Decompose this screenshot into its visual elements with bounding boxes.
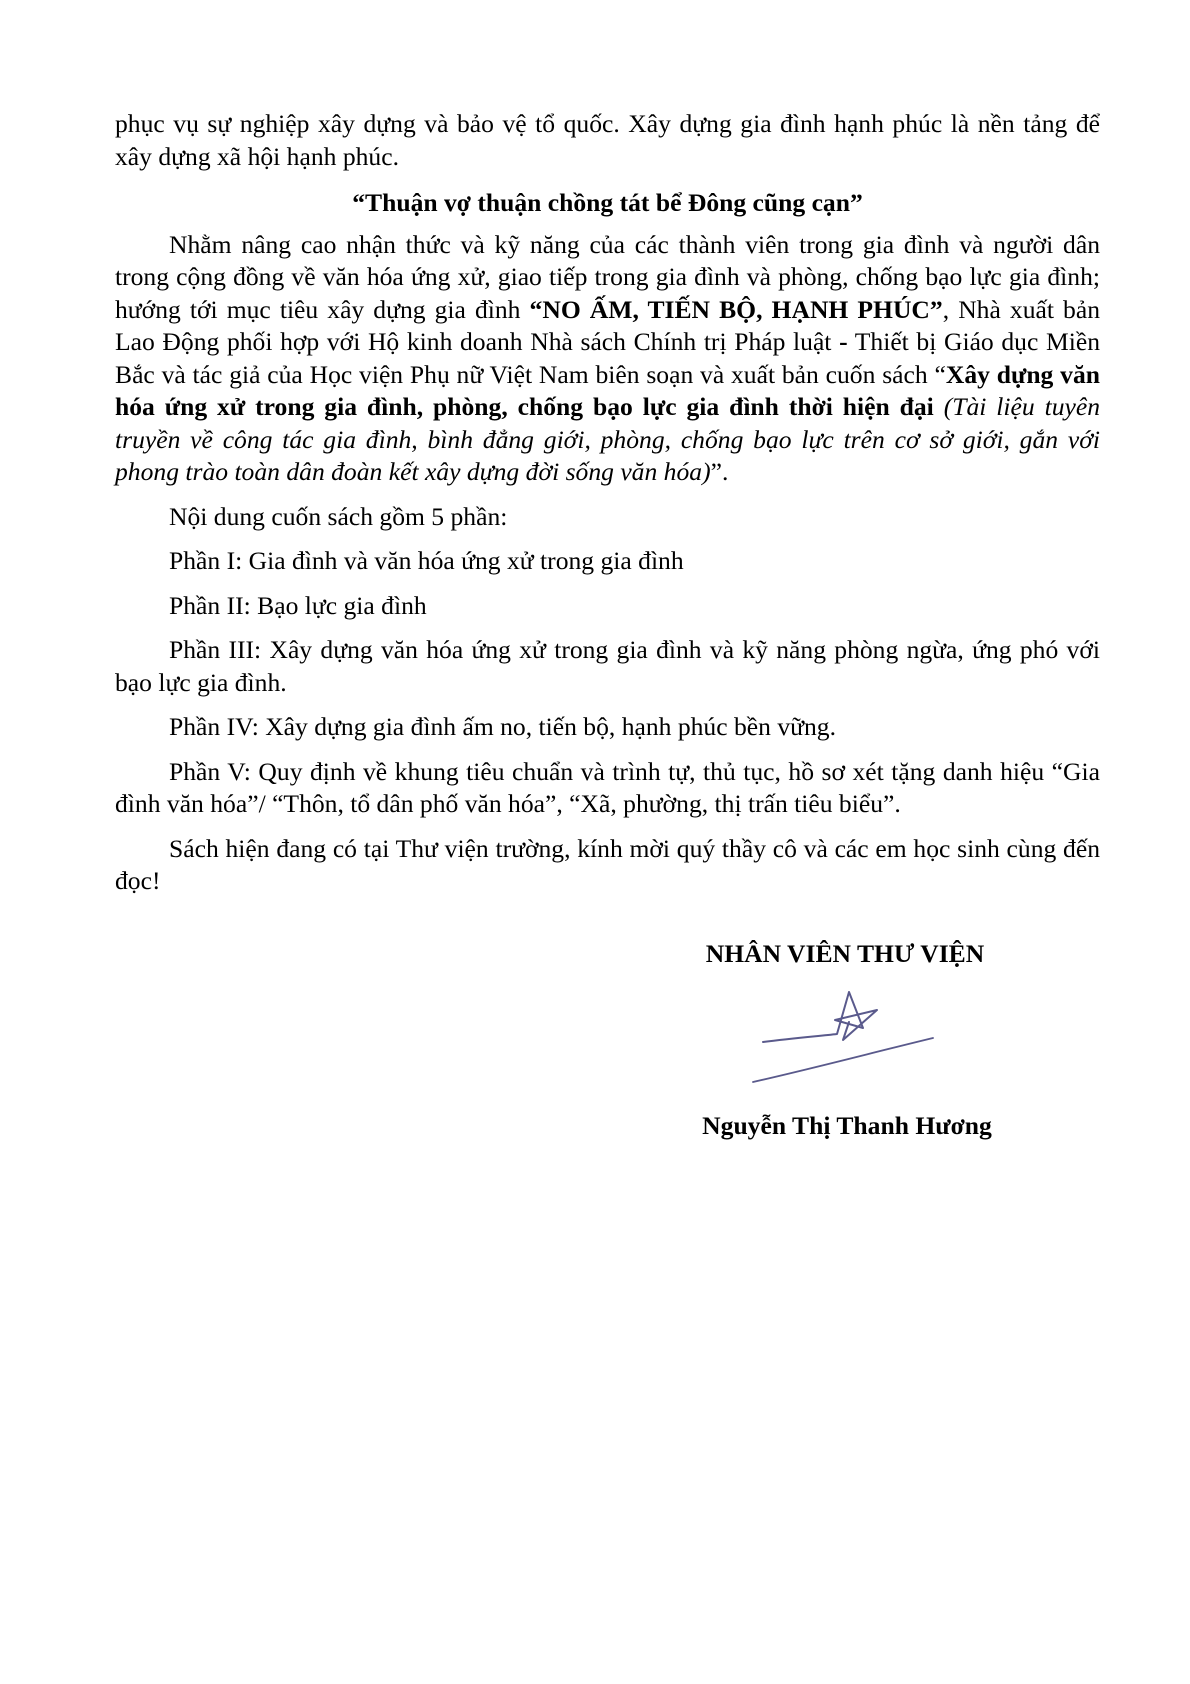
desc-text-1: Nhằm nâng cao nhận thức và kỹ năng của các thành viên trong gia đình và người dân trong cộng đồng về văn hóa ứng xử, giao tiếp trong gia đình và phòng, chống bạo lực gia đình; hướng tới mục tiêu xây dựng gia đình <box>115 229 1100 324</box>
desc-bold-slogan: “NO ẤM, TIẾN BỘ, HẠNH PHÚC” <box>529 294 943 324</box>
desc-text-3: Thiết bị Giáo dục Miền Bắc và tác giả của Học viện Phụ nữ Việt Nam biên soạn và xuất bản cuốn sách “ <box>115 327 1100 389</box>
closing-paragraph: Sách hiện đang có tại Thư viện trường, kính mời quý thầy cô và các em học sinh cùng đến đọc! <box>115 833 1100 895</box>
desc-bold-book-title: Xây dựng văn hóa ứng xử trong gia đình, phòng, chống bạo lực gia đình thời hiện đại <box>115 359 1100 421</box>
part-item-5: Phần V: Quy định về khung tiêu chuẩn và trình tự, thủ tục, hồ sơ xét tặng danh hiệu “Gia đình văn hóa”/ “Thôn, tổ dân phố văn hóa”, “Xã, phường, thị trấn tiêu biểu”. <box>115 756 1100 818</box>
signature-underline <box>753 1038 933 1082</box>
part-item-1: Phần I: Gia đình và văn hóa ứng xử trong gia đình <box>169 546 684 575</box>
signature-stroke <box>763 992 877 1042</box>
desc-bold-dash: - <box>839 327 848 356</box>
section-heading: “Thuận vợ thuận chồng tát bể Đông cũng cạn” <box>352 188 863 217</box>
handwritten-signature-icon <box>745 980 945 1090</box>
part-item-3: Phần III: Xây dựng văn hóa ứng xử trong gia đình và kỹ năng phòng ngừa, ứng phó với bạo lực gia đình. <box>115 635 1100 697</box>
book-description-paragraph <box>115 229 1100 489</box>
document-body <box>115 108 1100 910</box>
desc-italic-subtitle: (Tài liệu tuyên truyền về công tác gia đình, bình đẳng giới, phòng, chống bạo lực trên cơ sở giới, gắn với phong trào toàn dân đoàn kết xây dựng đời sống văn hóa) <box>115 392 1101 486</box>
desc-text-2: , Nhà xuất bản Lao Động phối hợp với Hộ kinh doanh Nhà sách Chính trị Pháp luật <box>115 294 1100 356</box>
part-item-4: Phần IV: Xây dựng gia đình ấm no, tiến bộ, hạnh phúc bền vững. <box>169 712 836 741</box>
part-item-2: Phần II: Bạo lực gia đình <box>169 590 427 620</box>
signer-title: NHÂN VIÊN THƯ VIỆN <box>705 939 985 968</box>
signer-name: Nguyễn Thị Thanh Hương <box>702 1111 992 1140</box>
desc-text-4 <box>934 392 944 421</box>
desc-text-5: ”. <box>710 457 729 486</box>
contents-intro: Nội dung cuốn sách gồm 5 phần: <box>169 501 508 531</box>
intro-paragraph: phục vụ sự nghiệp xây dựng và bảo vệ tổ quốc. Xây dựng gia đình hạnh phúc là nền tảng để xây dựng xã hội hạnh phúc. <box>115 109 1100 171</box>
